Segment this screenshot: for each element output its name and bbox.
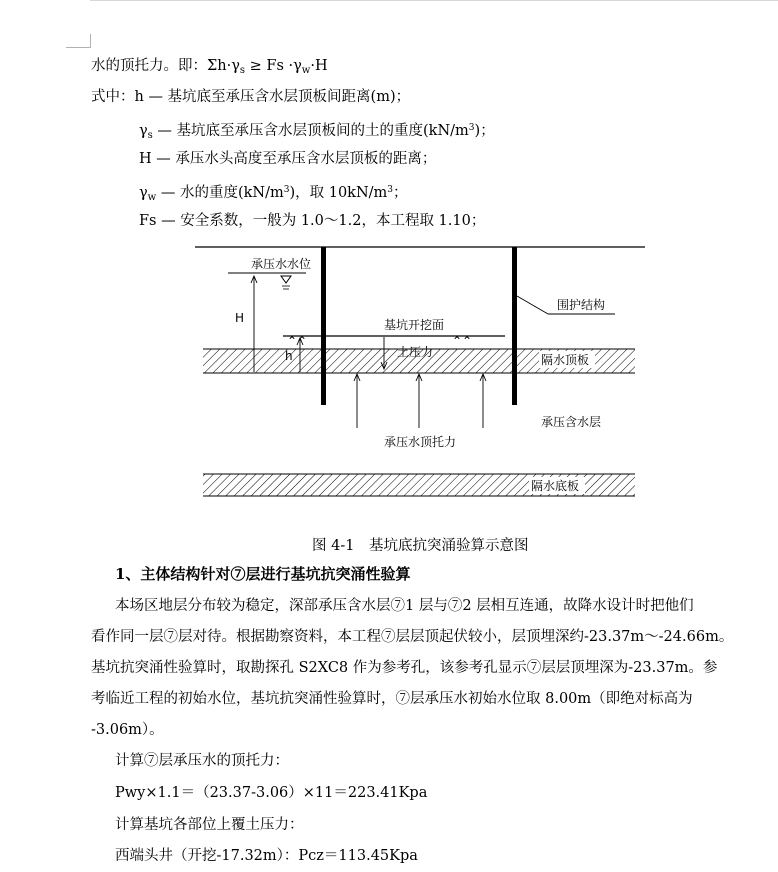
formula-fs-gamma: Fs ·γ [266, 58, 302, 74]
retaining-leader-line [517, 296, 548, 314]
def-gs-symbol: γ [139, 123, 148, 139]
formula-h: ·H [310, 58, 328, 74]
def-gw-mid: )，取 10kN/m [289, 185, 388, 201]
calc-overburden-label: 计算基坑各部位上覆土压力： [115, 817, 304, 833]
label-excavation-surface: 基坑开挖面 [384, 318, 445, 332]
def-gw-sup: 3 [283, 185, 290, 195]
formula-sigma-h: Σh·γ [207, 58, 240, 74]
def-gw-tail: ； [393, 185, 408, 201]
water-level-marker-icon [281, 276, 291, 283]
label-bottom-aquitard: 隔水底板 [531, 479, 580, 493]
para-line-2: 看作同一层⑦层对待。根据勘察资料，本工程⑦层层顶起伏较小，层顶埋深约-23.37m～-24.66m。 [91, 629, 734, 645]
para-line-5: -3.06m）。 [91, 722, 164, 738]
def-gw-text: — 水的重度(kN/m [156, 185, 284, 201]
west-end-result: 西端头井（开挖-17.32m）：Pcz＝113.45Kpa [115, 848, 418, 864]
label-soil-pressure: 土压力 [397, 345, 434, 359]
figure-caption: 图 4-1 基坑底抗突涌验算示意图 [312, 538, 529, 554]
def-fs: Fs — 安全系数，一般为 1.0～1.2，本工程取 1.10； [139, 213, 486, 229]
formula-sub-w: w [301, 65, 311, 76]
def-h: h — 基坑底至承压含水层顶板间距离(m)； [134, 89, 411, 105]
def-lead: 式中： [91, 89, 135, 105]
label-h: h [285, 349, 293, 363]
label-top-aquitard: 隔水顶板 [541, 353, 590, 367]
def-gs-sup: 3 [468, 123, 475, 133]
retaining-wall-right [512, 247, 517, 405]
formula-sub-s: s [239, 65, 246, 76]
para-line-3: 基坑抗突涌性验算时，取勘探孔 S2XC8 作为参考孔，该参考孔显示⑦层层顶埋深为-23.37m。参 [91, 660, 718, 676]
label-uplift: 承压水顶托力 [384, 435, 457, 449]
excavation-tick-left: ⌃⌃ [287, 334, 308, 348]
def-gs-tail: )； [474, 123, 495, 139]
label-aquifer: 承压含水层 [541, 415, 602, 429]
def-gw-sup2: 3 [387, 185, 394, 195]
label-H: H [235, 311, 245, 325]
calc-uplift-formula: Pwy×1.1＝（23.37-3.06）×11＝223.41Kpa [115, 785, 428, 801]
para-line-1: 本场区地层分布较为稳定，深部承压含水层⑦1 层与⑦2 层相互连通，故降水设计时把他们 [115, 598, 694, 614]
def-H: H — 承压水头高度至承压含水层顶板的距离； [139, 151, 437, 167]
label-water-level: 承压水水位 [251, 257, 312, 271]
def-gs-sub: s [147, 130, 153, 141]
retaining-wall-left [321, 247, 326, 405]
excavation-tick-right: ⌃⌃ [452, 334, 473, 348]
calc-uplift-label: 计算⑦层承压水的顶托力： [115, 753, 289, 769]
para-line-4: 考临近工程的初始水位，基坑抗突涌性验算时，⑦层承压水初始水位取 8.00m（即绝对标高为 [91, 691, 693, 707]
intro-text: 水的顶托力。即： [91, 58, 207, 74]
def-gw-symbol: γ [139, 185, 148, 201]
label-retaining: 围护结构 [557, 298, 606, 312]
def-gw-sub: w [147, 192, 157, 203]
def-gs-text: — 基坑底至承压含水层顶板间的土的重度(kN/m [152, 123, 469, 139]
formula-geq: ≥ [245, 58, 267, 74]
section-heading: 1、主体结构针对⑦层进行基坑抗突涌性验算 [115, 565, 411, 583]
